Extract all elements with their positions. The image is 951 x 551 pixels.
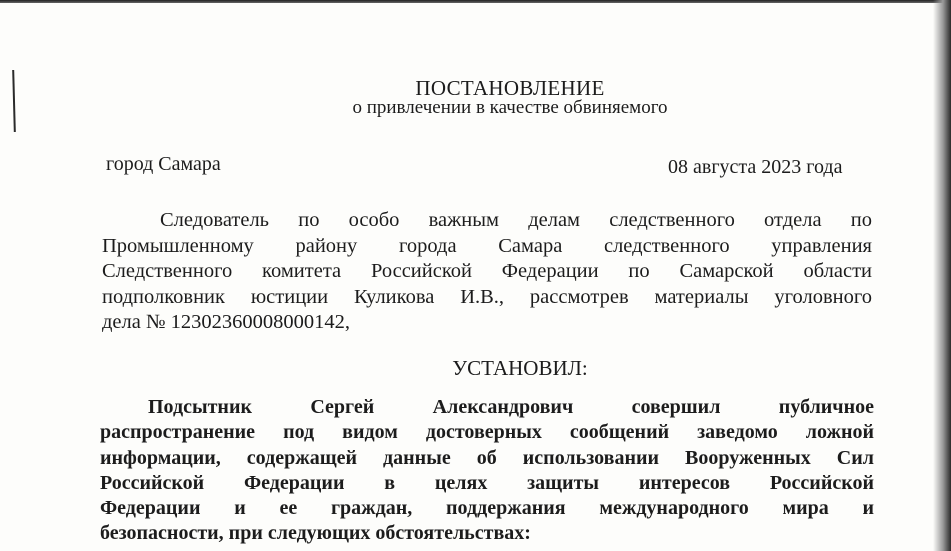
document-title: ПОСТАНОВЛЕНИЕ — [415, 76, 605, 100]
facts-line: Российской Федерации в целях защиты интересов Российской — [100, 471, 874, 494]
facts-line: Подсытник Сергей Александрович совершил публичное — [148, 396, 874, 418]
intro-line: Следователь по особо важным делам следственного отдела по — [160, 209, 872, 231]
intro-line: Следственного комитета Российской Федерации по Самарской области — [102, 260, 872, 282]
intro-paragraph — [102, 208, 872, 336]
intro-line: дела № 12302360008000142, — [102, 311, 351, 333]
document-place: город Самара — [106, 153, 221, 175]
scan-edge-top — [0, 0, 951, 3]
facts-line: информации, содержащей данные об использовании Вооруженных Сил — [100, 446, 874, 469]
section-heading: УСТАНОВИЛ: — [452, 356, 588, 380]
intro-line: подполковник юстиции Куликова И.В., рассмотрев материалы уголовного — [102, 285, 872, 308]
document-date: 08 августа 2023 года — [668, 156, 843, 178]
intro-line: Промышленному району города Самара следственного управления — [102, 234, 872, 257]
facts-paragraph — [100, 395, 874, 547]
facts-line: безопасности, при следующих обстоятельствах: — [100, 522, 531, 545]
document-subtitle: о привлечении в качестве обвиняемого — [352, 97, 668, 118]
facts-line: распространение под видом достоверных сообщений заведомо ложной — [100, 421, 874, 444]
facts-line: Федерации и ее граждан, поддержания международного мира и — [100, 497, 874, 520]
